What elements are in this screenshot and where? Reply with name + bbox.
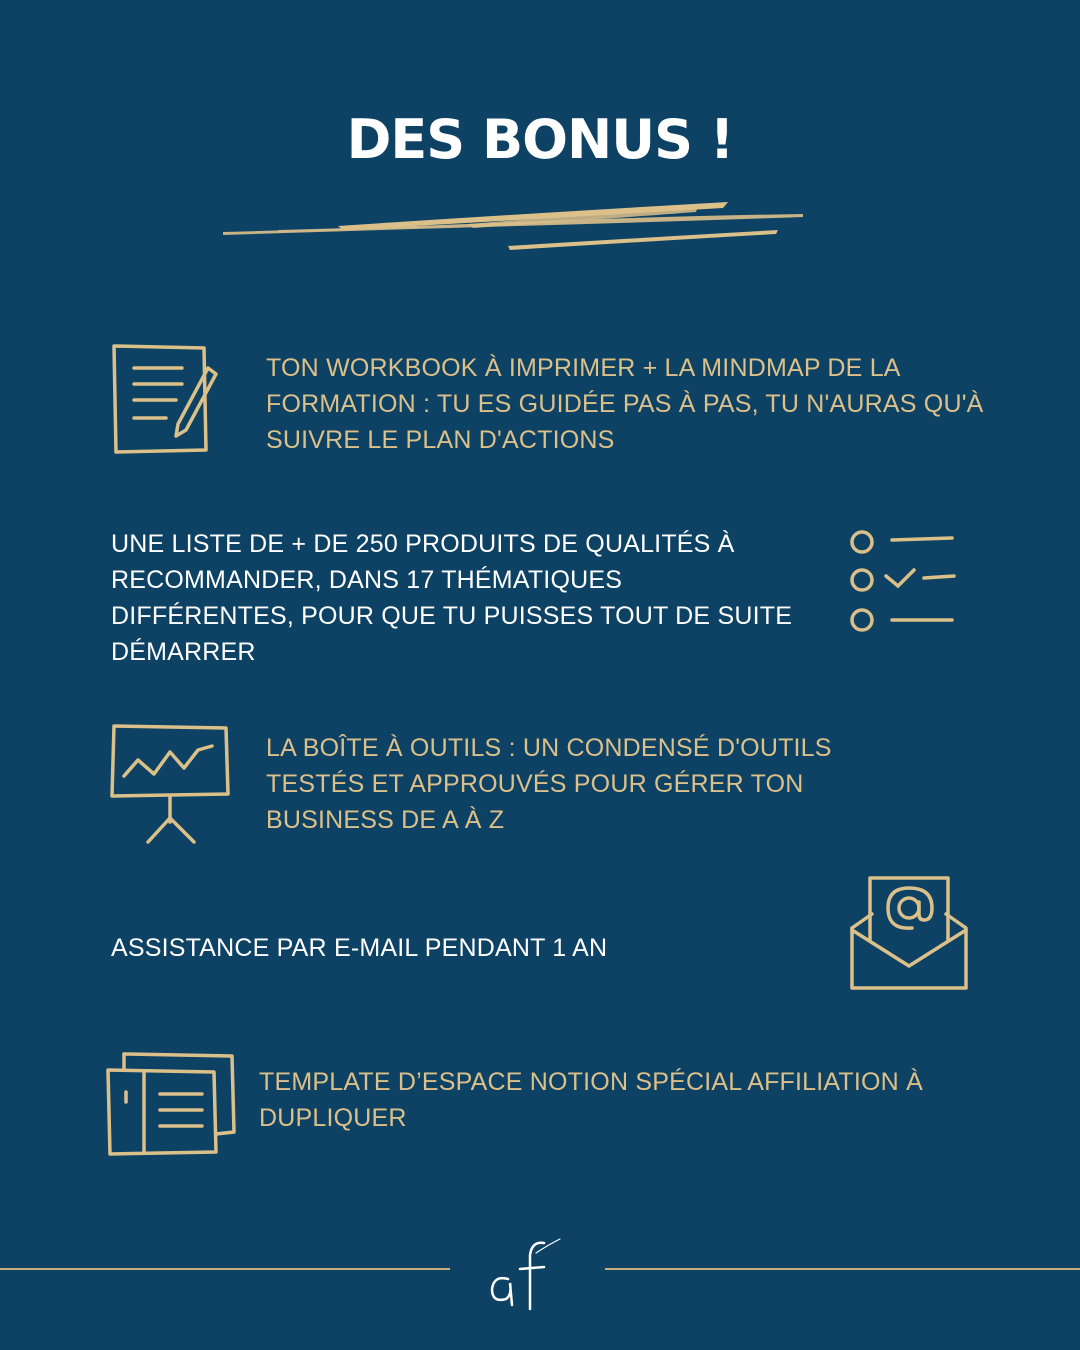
footer-divider-left xyxy=(0,1268,450,1270)
notebook-pen-icon xyxy=(106,340,222,460)
bonus-item-product-list: UNE LISTE DE + DE 250 PRODUITS DE QUALITÉS À RECOMMANDER, DANS 17 THÉMATIQUES DIFFÉRENTES, POUR QUE TU PUISSES TOUT DE SUITE DÉMARRER xyxy=(111,530,793,666)
bonus-item-email-support: ASSISTANCE PAR E-MAIL PENDANT 1 AN xyxy=(111,934,608,962)
email-envelope-icon xyxy=(846,870,972,996)
bonus-item-notion-template: TEMPLATE D’ESPACE NOTION SPÉCIAL AFFILIATION À DUPLIQUER xyxy=(259,1068,923,1132)
bonus-item-toolbox: LA BOÎTE À OUTILS : UN CONDENSÉ D'OUTILS TESTÉS ET APPROUVÉS POUR GÉRER TON BUSINESS DE A À Z xyxy=(266,734,832,834)
bonus-item-workbook: TON WORKBOOK À IMPRIMER + LA MINDMAP DE LA FORMATION : TU ES GUIDÉE PAS À PAS, TU N'AURAS QU'À SUIVRE LE PLAN D'ACTIONS xyxy=(266,354,984,454)
notion-template-icon xyxy=(104,1050,240,1158)
footer-divider-right xyxy=(605,1268,1080,1270)
af-logo xyxy=(478,1225,570,1315)
checklist-icon xyxy=(848,526,960,638)
presentation-chart-icon xyxy=(108,722,232,846)
page-title: DES BONUS ! xyxy=(346,108,734,171)
brush-stroke-decoration xyxy=(218,190,808,254)
